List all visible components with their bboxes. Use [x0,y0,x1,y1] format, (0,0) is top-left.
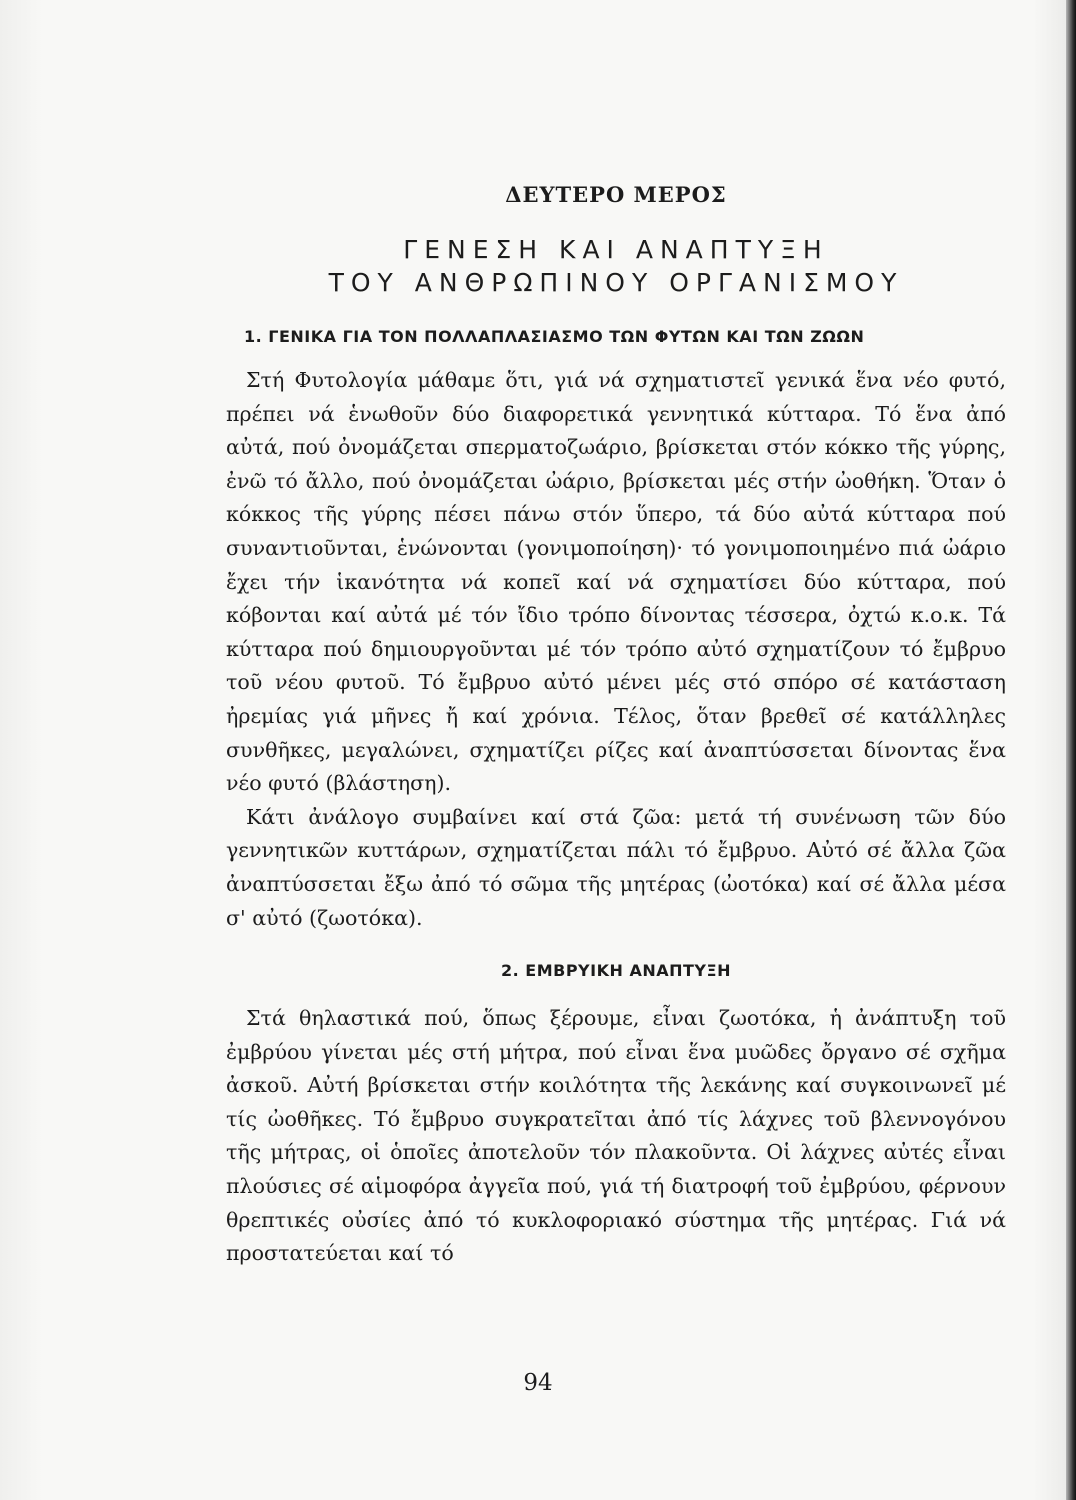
chapter-title-line-1: ΓΕΝΕΣΗ ΚΑΙ ΑΝΑΠΤΥΞΗ [403,235,829,264]
section-1-heading: 1. ΓΕΝΙΚΑ ΓΙΑ ΤΟΝ ΠΟΛΛΑΠΛΑΣΙΑΣΜΟ ΤΩΝ ΦΥΤΩΝ ΚΑΙ ΤΩΝ ΖΩΩΝ [244,327,865,346]
page-content [226,182,1006,1271]
section-1-paragraph-2: Κάτι ἀνάλογο συμβαίνει καί στά ζῶα: μετά τή συνένωση τῶν δύο γεννητικῶν κυττάρων, σχηματίζεται πάλι τό ἔμβρυο. Αὐτό σέ ἄλλα ζῶα ἀναπτύσσεται ἔξω ἀπό τό σῶμα τῆς μητέρας (ὠοτόκα) καί σέ ἄλλα μέσα σ' αὐτό (ζωοτόκα). [226,804,1006,930]
chapter-title-line-2: ΤΟΥ ΑΝΘΡΩΠΙΝΟΥ ΟΡΓΑΝΙΣΜΟΥ [328,268,904,297]
part-heading: ΔΕΥΤΕΡΟ ΜΕΡΟΣ [505,182,727,207]
section-1-paragraph-1: Στή Φυτολογία μάθαμε ὅτι, γιά νά σχηματιστεῖ γενικά ἕνα νέο φυτό, πρέπει νά ἑνωθοῦν δύο διαφορετικά γεννητικά κύτταρα. Τό ἕνα ἀπό αὐτά, πού ὀνομάζεται σπερματοζωάριο, βρίσκεται στόν κόκκο τῆς γύρης, ἐνῶ τό ἄλλο, πού ὀνομάζεται ὠάριο, βρίσκεται μές στήν ὠοθήκη. Ὅταν ὁ κόκκος τῆς γύρης πέσει πάνω στόν ὕπερο, τά δύο αὐτά κύτταρα πού συναντιοῦνται, ἑνώνονται (γονιμοποίηση)· τό γονιμοποιημένο πιά ὠάριο ἔχει τήν ἱκανότητα νά κοπεῖ καί νά σχηματίσει δύο κύτταρα, πού κόβονται καί αὐτά μέ τόν ἴδιο τρόπο δίνοντας τέσσερα, ὀχτώ κ.ο.κ. Τά κύτταρα πού δημιουργοῦνται μέ τόν τρόπο αὐτό σχηματίζουν τό ἔμβρυο τοῦ νέου φυτοῦ. Τό ἔμβρυο αὐτό μένει μές στό σπόρο σέ κατάσταση ἠρεμίας γιά μῆνες ἤ καί χρόνια. Τέλος, ὅταν βρεθεῖ σέ κατάλληλες συνθῆκες, μεγαλώνει, σχηματίζει ρίζες καί ἀναπτύσσεται δίνοντας ἕνα νέο φυτό (βλάστηση). [226,368,1006,796]
page-edge-shadow [1066,0,1076,1500]
page-number: 94 [523,1370,553,1396]
section-2-heading: 2. ΕΜΒΡΥΙΚΗ ΑΝΑΠΤΥΞΗ [501,961,731,981]
section-2-paragraph-1: Στά θηλαστικά πού, ὅπως ξέρουμε, εἶναι ζωοτόκα, ἡ ἀνάπτυξη τοῦ ἐμβρύου γίνεται μές στή μήτρα, πού εἶναι ἕνα μυῶδες ὄργανο σέ σχῆμα ἀσκοῦ. Αὐτή βρίσκεται στήν κοιλότητα τῆς λεκάνης καί συγκοινωνεῖ μέ τίς ὠοθῆκες. Τό ἔμβρυο συγκρατεῖται ἀπό τίς λάχνες τοῦ βλεννογόνου τῆς μήτρας, οἱ ὁποῖες ἀποτελοῦν τόν πλακοῦντα. Οἱ λάχνες αὐτές εἶναι πλούσιες σέ αἱμοφόρα ἀγγεῖα πού, γιά τή διατροφή τοῦ ἐμβρύου, φέρνουν θρεπτικές οὐσίες ἀπό τό κυκλοφοριακό σύστημα τῆς μητέρας. Γιά νά προστατεύεται καί τό [226,1006,1006,1266]
